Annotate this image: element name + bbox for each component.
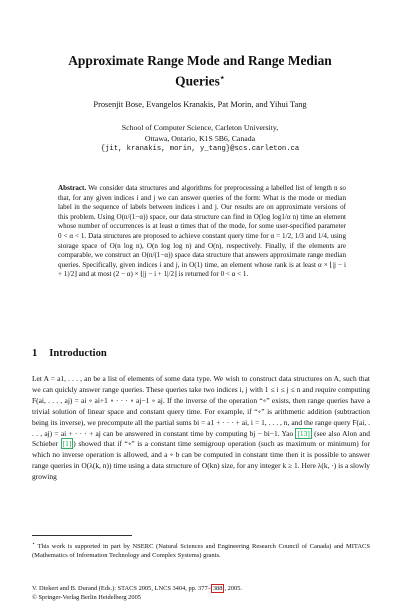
footnote-text: This work is supported in part by NSERC (Natural Sciences and Engineering Research Council of Canada) and MITACS (Mathematics of Information Technology and Complex Systems) grants. <box>32 543 370 559</box>
publication-citation: V. Diekert and B. Durand (Eds.): STACS 2005, LNCS 3404, pp. 377– <box>32 585 211 592</box>
intro-paragraph <box>32 374 370 483</box>
affiliation-block <box>30 122 370 155</box>
footnote-mark: ⋆ <box>32 542 36 547</box>
author-emails: {jit, kranakis, morin, y_tang}@scs.carleton.ca <box>100 145 300 153</box>
footnote <box>32 541 370 561</box>
affiliation-line-2: Ottawa, Ontario, K1S 5B6, Canada <box>144 134 256 143</box>
abstract-label: Abstract. <box>58 184 87 192</box>
copyright-line: © Springer-Verlag Berlin Heidelberg 2005 <box>32 593 141 601</box>
section-title: Introduction <box>49 348 107 359</box>
introduction-body <box>32 374 370 483</box>
intro-text-2: (see also Alon and Schieber <box>32 428 371 449</box>
author-list: Prosenjit Bose, Evangelos Kranakis, Pat Morin, and Yihui Tang <box>93 100 307 109</box>
section-heading <box>32 348 107 359</box>
citation-link-13[interactable]: [13] <box>297 428 310 438</box>
publication-year: , 2005. <box>224 585 243 592</box>
title-line-2-text: Queries <box>175 73 220 89</box>
intro-text-3: ) showed that if “∘” is a constant time semigroup operation (such as maximum or minimum) for which no inverse operation is allowed, and a ∘ b can be computed in constant time then it is possible to answer range queries in O(λ(k, n)) time using a data structure of O(kn) size, for any integer k ≥ 1. Here λ(k, ·) is a slowly growing <box>32 439 371 482</box>
title-line-2 <box>40 69 360 89</box>
footnote-rule <box>32 535 132 536</box>
intro-text-1: Let A = a1, . . . , an be a list of elements of some data type. We wish to construct data structures on A, such that we can quickly answer range queries. These queries take two indices i, j with 1 ≤ i ≤ j ≤ n and require computing F(ai, . . . , aj) = ai ∘ ai+1 ∘ · · · ∘ aj−1 ∘ aj. If the inverse of the operation “∘” exists, then range queries have a trivial solution of linear space and constant query time. For example, if “∘” is arithmetic addition (subtraction being its inverse), we precompute all the partial sums bi = a1 + · · · + ai, i = 1, . . . , n, and the range query F(ai, . . . , aj) = ai + · · · + aj can be answered in constant time by computing bj − bi−1. Yao <box>32 374 370 438</box>
page-range-link[interactable]: 388 <box>212 585 223 592</box>
abstract-text: We consider data structures and algorithms for preprocessing a labelled list of length n so that, for any given indices i and j we can answer queries of the form: What is the mode or median label in the sequence of labels between indices i and j. Our results are on approximate versions of this problem. Using O(n/(1−α)) space, our data structure can find in O(log log1/α n) time an element whose number of occurrences is at least α times that of the mode, for some user-specified parameter 0 < α < 1. Data structures are proposed to achieve constant query time for α = 1/2, 1/3 and 1/4, using storage space of O(n log n), O(n log log n) and O(n), respectively. Finally, if the elements are comparable, we construct an O(n/(1−α)) space data structure that answers approximate range median queries. Specifically, given indices i and j, in O(1) time, an element whose rank is at least α × ⌊|j − i + 1|/2⌋ and at most (2 − α) × ⌊|j − i + 1|/2⌋ is returned for 0 < α < 1. <box>58 184 346 279</box>
publication-line-1 <box>32 585 370 594</box>
abstract <box>58 184 346 280</box>
paper-title <box>40 52 360 89</box>
section-number: 1 <box>32 348 38 359</box>
affiliation-line-1: School of Computer Science, Carleton University, <box>121 123 279 132</box>
citation-link-1[interactable]: [1] <box>62 439 72 449</box>
title-footnote-mark: ⋆ <box>219 73 225 82</box>
publication-info <box>32 585 370 602</box>
title-line-1: Approximate Range Mode and Range Median <box>68 53 332 68</box>
